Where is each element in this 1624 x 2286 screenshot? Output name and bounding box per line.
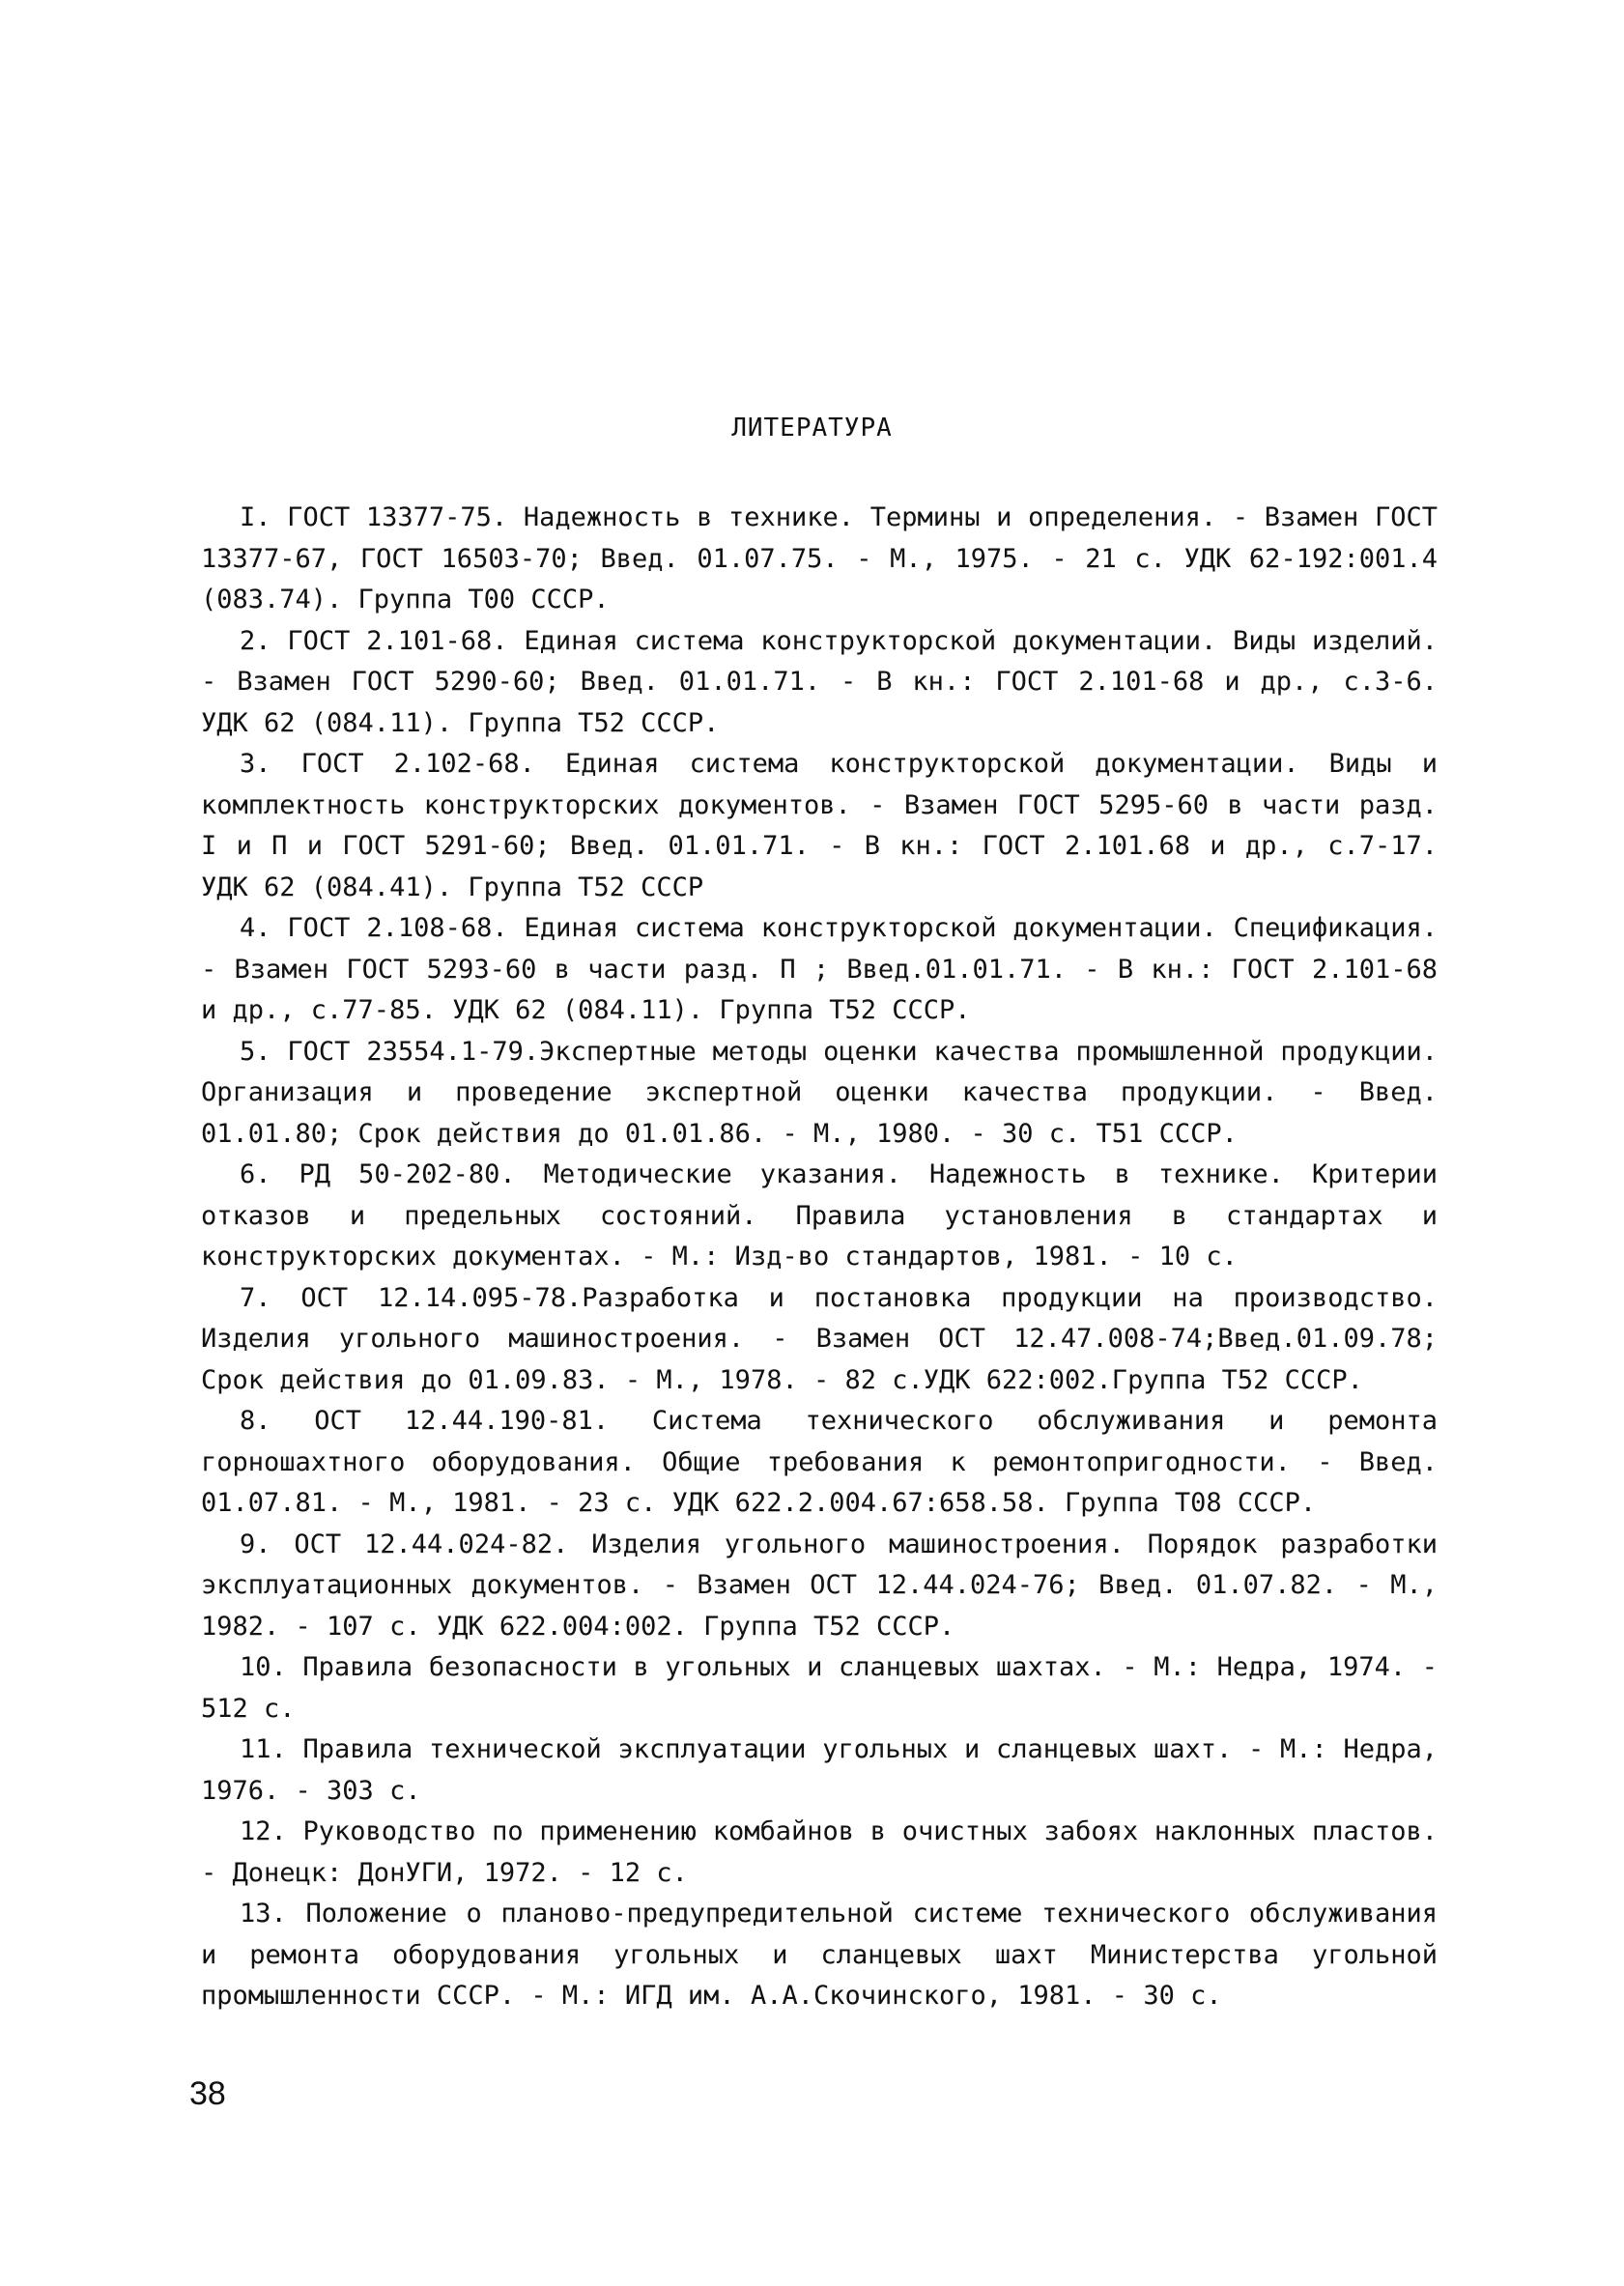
reference-entry-10: 10. Правила безопасности в угольных и сланцевых шахтах. - М.: Недра, 1974. - 512 с. [201, 1652, 1438, 1724]
reference-entry-8: 8. ОСТ 12.44.190-81. Система технического обслуживания и ремонта горношахтного оборудования. Общие требования к ремонтопригодности. - Введ. 01.07.81. - М., 1981. - 23 с. УДК 622.2.004.67:658.58. Группа Т08 СССР. [201, 1406, 1438, 1518]
reference-entry-13: 13. Положение о планово-предупредительной системе технического обслуживания и ремонта оборудования угольных и сланцевых шахт Министерства угольной промышленности СССР. - М.: ИГД им. А.А.Скочинского, 1981. - 30 с. [201, 1899, 1438, 2011]
page-number: 38 [189, 2075, 226, 2112]
page-heading: ЛИТЕРАТУРА [731, 414, 893, 443]
reference-entry-11: 11. Правила технической эксплуатации угольных и сланцевых шахт. - М.: Недра, 1976. - 303 с. [201, 1734, 1438, 1806]
reference-entry-6: 6. РД 50-202-80. Методические указания. Надежность в технике. Критерии отказов и предельных состояний. Правила установления в стандартах и конструкторских документах. - М.: Изд-во стандартов, 1981. - 10 с. [201, 1159, 1438, 1272]
reference-entry-12: 12. Руководство по применению комбайнов в очистных забоях наклонных пластов. - Донецк: ДонУГИ, 1972. - 12 с. [201, 1816, 1438, 1888]
reference-entry-1: I. ГОСТ 13377-75. Надежность в технике. Термины и определения. - Взамен ГОСТ 13377-67, ГОСТ 16503-70; Введ. 01.07.75. - М., 1975. - 21 с. УДК 62-192:001.4 (083.74). Группа Т00 СССР. [201, 502, 1438, 614]
reference-list [201, 498, 1438, 2017]
reference-entry-2: 2. ГОСТ 2.101-68. Единая система конструкторской документации. Виды изделий. - Взамен ГОСТ 5290-60; Введ. 01.01.71. - В кн.: ГОСТ 2.101-68 и др., с.3-6. УДК 62 (084.11). Группа Т52 СССР. [201, 625, 1438, 738]
reference-entry-3: 3. ГОСТ 2.102-68. Единая система конструкторской документации. Виды и комплектность конструкторских документов. - Взамен ГОСТ 5295-60 в части разд. I и П и ГОСТ 5291-60; Введ. 01.01.71. - В кн.: ГОСТ 2.101.68 и др., с.7-17. УДК 62 (084.41). Группа Т52 СССР [201, 749, 1438, 902]
reference-entry-7: 7. ОСТ 12.14.095-78.Разработка и постановка продукции на производство. Изделия угольного машиностроения. - Взамен ОСТ 12.47.008-74;Введ.01.09.78; Срок действия до 01.09.83. - М., 1978. - 82 с.УДК 622:002.Группа Т52 СССР. [201, 1282, 1438, 1395]
reference-entry-9: 9. ОСТ 12.44.024-82. Изделия угольного машиностроения. Порядок разработки эксплуатационных документов. - Взамен ОСТ 12.44.024-76; Введ. 01.07.82. - М., 1982. - 107 с. УДК 622.004:002. Группа Т52 СССР. [201, 1529, 1438, 1642]
reference-entry-5: 5. ГОСТ 23554.1-79.Экспертные методы оценки качества промышленной продукции. Организация и проведение экспертной оценки качества продукции. - Введ. 01.01.80; Срок действия до 01.01.86. - М., 1980. - 30 с. Т51 СССР. [201, 1036, 1438, 1149]
reference-entry-4: 4. ГОСТ 2.108-68. Единая система конструкторской документации. Спецификация. - Взамен ГОСТ 5293-60 в части разд. П ; Введ.01.01.71. - В кн.: ГОСТ 2.101-68 и др., с.77-85. УДК 62 (084.11). Группа Т52 СССР. [201, 913, 1438, 1025]
